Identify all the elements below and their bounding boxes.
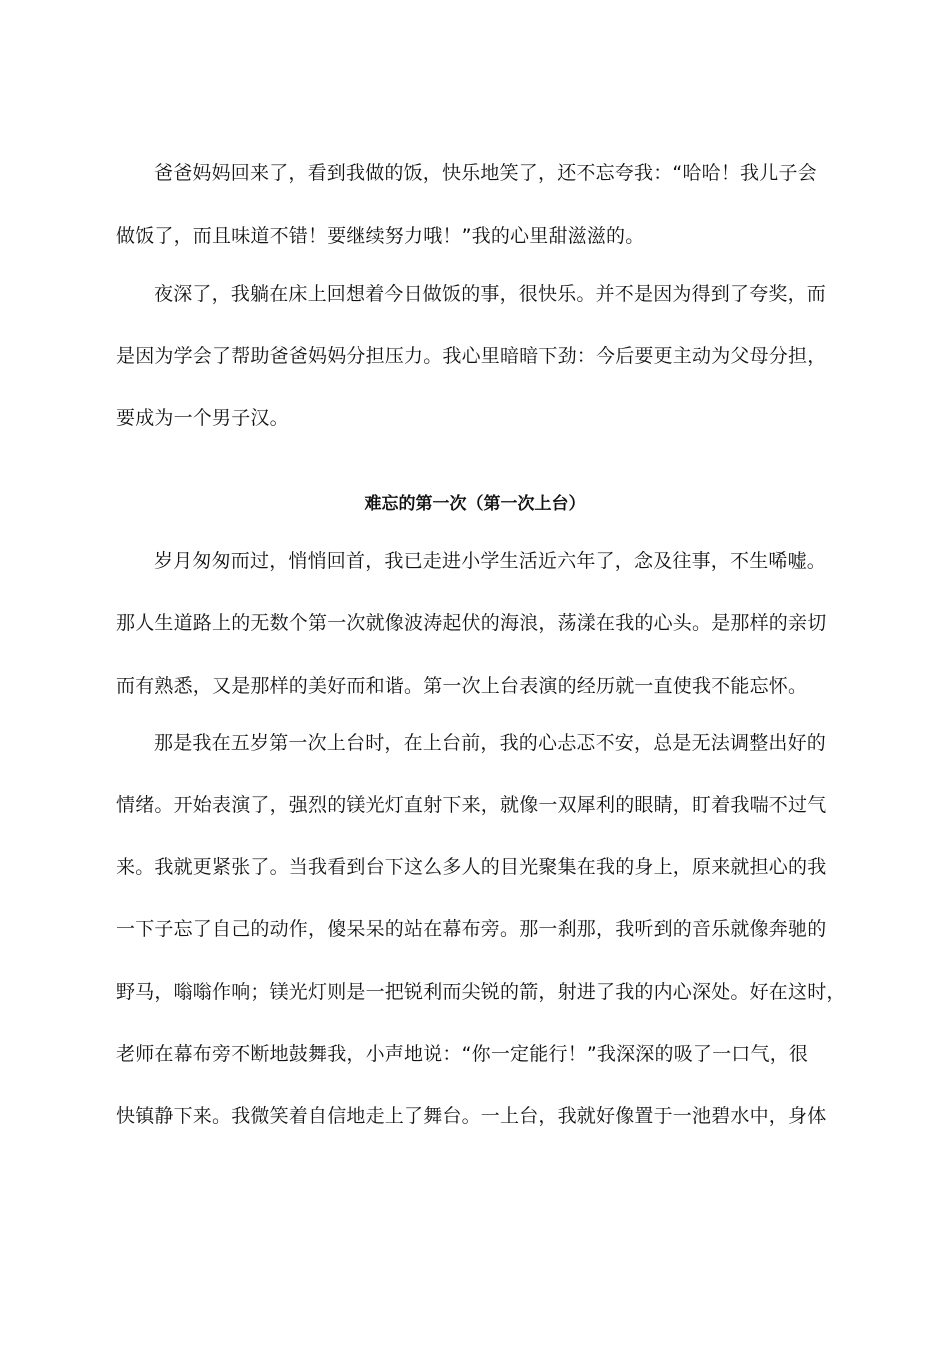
paragraph-4-line-7: 快镇静下来。我微笑着自信地走上了舞台。一上台，我就好像置于一池碧水中，身体 <box>116 1105 827 1127</box>
paragraph-2-line-3: 要成为一个男子汉。 <box>116 407 289 429</box>
paragraph-2-line-2: 是因为学会了帮助爸爸妈妈分担压力。我心里暗暗下劲：今后要更主动为父母分担， <box>116 345 827 367</box>
essay-title: 难忘的第一次（第一次上台） <box>364 494 586 514</box>
paragraph-3-line-2: 那人生道路上的无数个第一次就像波涛起伏的海浪，荡漾在我的心头。是那样的亲切 <box>116 612 827 634</box>
paragraph-1-line-2: 做饭了，而且味道不错！要继续努力哦！”我的心里甜滋滋的。 <box>116 225 645 247</box>
paragraph-4-line-4: 一下子忘了自己的动作，傻呆呆的站在幕布旁。那一刹那，我听到的音乐就像奔驰的 <box>116 918 827 940</box>
paragraph-3-line-3: 而有熟悉，又是那样的美好而和谐。第一次上台表演的经历就一直使我不能忘怀。 <box>116 675 808 697</box>
paragraph-4-line-1: 那是我在五岁第一次上台时，在上台前，我的心忐忑不安，总是无法调整出好的 <box>154 732 827 754</box>
paragraph-2-line-1: 夜深了，我躺在床上回想着今日做饭的事，很快乐。并不是因为得到了夸奖，而 <box>154 283 827 305</box>
paragraph-4-line-6: 老师在幕布旁不断地鼓舞我，小声地说：“你一定能行！”我深深的吸了一口气，很 <box>116 1043 809 1065</box>
paragraph-1-line-1: 爸爸妈妈回来了，看到我做的饭，快乐地笑了，还不忘夸我：“哈哈！我儿子会 <box>154 162 817 184</box>
paragraph-4-line-2: 情绪。开始表演了，强烈的镁光灯直射下来，就像一双犀利的眼睛，盯着我喘不过气 <box>116 794 827 816</box>
paragraph-4-line-5: 野马，嗡嗡作响；镁光灯则是一把锐利而尖锐的箭，射进了我的内心深处。好在这时， <box>116 981 846 1003</box>
paragraph-3-line-1: 岁月匆匆而过，悄悄回首，我已走进小学生活近六年了，念及往事，不生唏嘘。 <box>154 550 827 572</box>
paragraph-4-line-3: 来。我就更紧张了。当我看到台下这么多人的目光聚集在我的身上，原来就担心的我 <box>116 856 827 878</box>
